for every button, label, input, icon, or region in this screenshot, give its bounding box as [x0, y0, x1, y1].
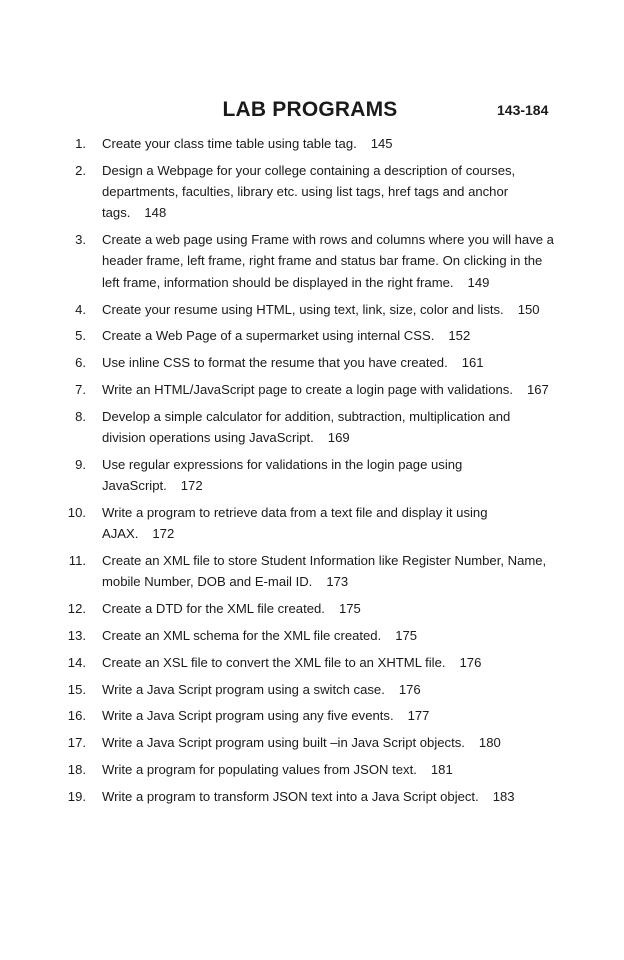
list-item: [0, 325, 624, 346]
list-item: [0, 352, 624, 373]
item-number: 15.: [67, 681, 86, 697]
item-page: 169: [327, 430, 350, 446]
item-text: Use inline CSS to format the resume that you have created.: [102, 355, 448, 371]
item-page: 149: [467, 274, 490, 290]
item-number: 19.: [67, 788, 86, 804]
list-item: [0, 454, 624, 497]
item-text: Create a web page using Frame with rows and columns where you will have a header frame, left frame, right frame and status bar frame. On clicking in the left frame, information should be displayed in the right frame.: [102, 232, 554, 290]
item-number: 5.: [75, 328, 86, 344]
list-item: [0, 625, 624, 646]
item-number: 2.: [75, 162, 86, 178]
item-page: 181: [430, 761, 453, 777]
item-text: Create a DTD for the XML file created.: [102, 601, 325, 617]
item-text: Write a Java Script program using any five events.: [102, 708, 394, 724]
item-text: Design a Webpage for your college containing a description of courses, departments, faculties, library etc. using list tags, href tags and anchor tags.: [102, 162, 516, 221]
list-item: [0, 229, 624, 293]
list-item: [0, 299, 624, 320]
list-item: [0, 502, 624, 545]
list-item: [0, 550, 624, 593]
item-number: 16.: [67, 708, 86, 724]
item-page: 150: [517, 301, 540, 317]
item-text: Write a Java Script program using built –in Java Script objects.: [102, 735, 465, 751]
item-text: Write a program to transform JSON text into a Java Script object.: [102, 788, 479, 804]
item-page: 176: [398, 681, 421, 697]
item-page: 176: [459, 654, 482, 670]
item-page: 173: [326, 574, 349, 590]
item-page: 167: [526, 381, 549, 397]
item-page: 148: [144, 205, 167, 221]
item-number: 13.: [67, 627, 86, 643]
item-page: 183: [492, 788, 515, 804]
item-page: 175: [338, 601, 361, 617]
item-text: Use regular expressions for validations in the login page using JavaScript.: [102, 456, 463, 494]
list-item: [0, 705, 624, 726]
lab-program-list: [0, 133, 624, 813]
item-text: Create a Web Page of a supermarket using internal CSS.: [102, 328, 435, 344]
item-page: 161: [461, 355, 484, 371]
item-number: 7.: [75, 381, 86, 397]
item-number: 6.: [75, 355, 86, 371]
item-text: Develop a simple calculator for addition, subtraction, multiplication and division operations using JavaScript.: [102, 408, 511, 446]
list-item: [0, 786, 624, 807]
item-text: Create an XML file to store Student Information like Register Number, Name, mobile Number, DOB and E-mail ID.: [102, 553, 547, 590]
item-page: 177: [407, 708, 430, 724]
list-item: [0, 133, 624, 154]
item-number: 3.: [75, 232, 86, 248]
item-text: Create your resume using HTML, using text, link, size, color and lists.: [102, 301, 504, 317]
item-number: 18.: [67, 761, 86, 777]
item-number: 14.: [67, 654, 86, 670]
item-page: 175: [395, 627, 418, 643]
item-number: 11.: [68, 553, 86, 569]
item-number: 9.: [75, 456, 86, 472]
item-text: Write a program to retrieve data from a text file and display it using AJAX.: [102, 504, 488, 542]
list-item: [0, 732, 624, 753]
item-text: Write a program for populating values from JSON text.: [102, 761, 417, 777]
item-number: 8.: [75, 408, 86, 424]
item-number: 17.: [67, 735, 86, 751]
item-page: 145: [370, 136, 393, 151]
item-page: 152: [448, 328, 471, 344]
item-number: 1.: [75, 136, 86, 151]
list-item: [0, 679, 624, 700]
item-text: Create an XSL file to convert the XML file to an XHTML file.: [102, 654, 446, 670]
item-number: 10.: [67, 504, 86, 520]
item-number: 4.: [75, 301, 86, 317]
list-item: [0, 598, 624, 619]
list-item: [0, 160, 624, 224]
list-item: [0, 406, 624, 449]
item-page: 172: [180, 478, 203, 494]
item-text: Write a Java Script program using a switch case.: [102, 681, 385, 697]
item-text: Create an XML schema for the XML file created.: [102, 627, 382, 643]
item-page: 172: [152, 526, 175, 542]
list-item: [0, 652, 624, 673]
page-title: LAB PROGRAMS: [222, 98, 398, 121]
list-item: [0, 379, 624, 400]
item-text: Write an HTML/JavaScript page to create a login page with validations.: [102, 381, 513, 397]
item-page: 180: [478, 735, 501, 751]
item-number: 12.: [67, 601, 86, 617]
list-item: [0, 759, 624, 780]
page-range: 143-184: [497, 102, 549, 118]
item-text: Create your class time table using table tag.: [102, 136, 357, 151]
